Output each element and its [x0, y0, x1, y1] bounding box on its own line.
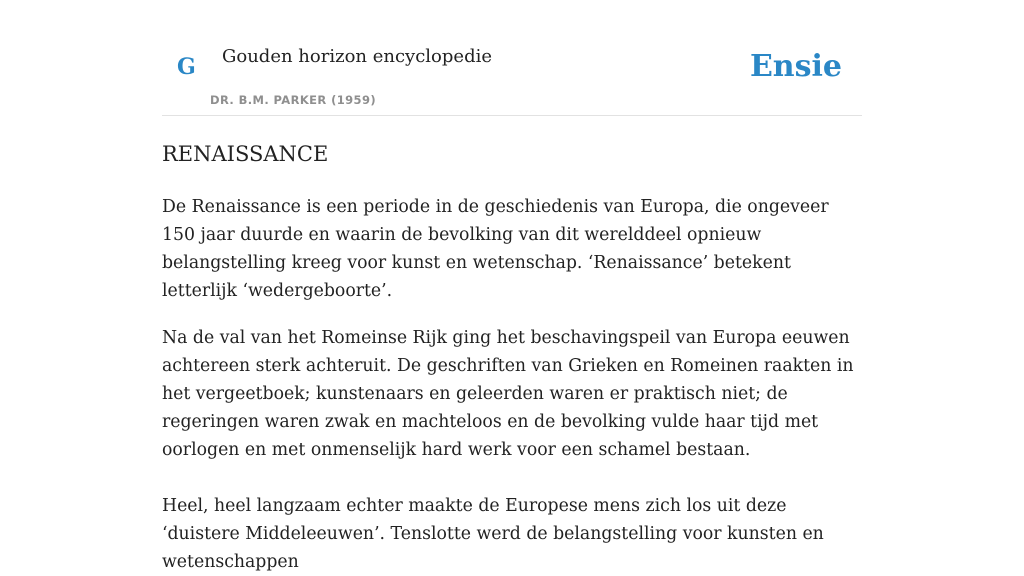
article-body	[162, 193, 862, 576]
header	[162, 0, 862, 116]
book-logo[interactable]: G	[177, 54, 196, 80]
book-title[interactable]: Gouden horizon encyclopedie	[222, 46, 492, 67]
paragraph: Na de val van het Romeinse Rijk ging het beschavingspeil van Europa eeuwen achtereen sterk achteruit. De geschriften van Grieken en Romeinen raakten in het vergeetboek; kunstenaars en geleerden waren er praktisch niet; de regeringen waren zwak en machteloos en de bevolking vulde haar tijd met oorlogen en met onmenselijk hard werk voor een schamel bestaan.	[162, 328, 854, 460]
page	[162, 0, 862, 572]
author-label: DR. B.M. PARKER (1959)	[210, 93, 377, 107]
paragraph: De Renaissance is een periode in de geschiedenis van Europa, die ongeveer 150 jaar duurde en waarin de bevolking van dit werelddeel opnieuw belangstelling kreeg voor kunst en wetenschap. ‘Renaissance’ betekent letterlijk ‘wedergeboorte’.	[162, 197, 829, 301]
paragraph: Heel, heel langzaam echter maakte de Europese mens zich los uit deze ‘duistere Middeleeuwen’. Tenslotte werd de belangstelling voor kunsten en wetenschappen	[162, 496, 824, 572]
ensie-logo[interactable]: Ensie	[749, 49, 842, 84]
page-title: RENAISSANCE	[162, 142, 329, 166]
